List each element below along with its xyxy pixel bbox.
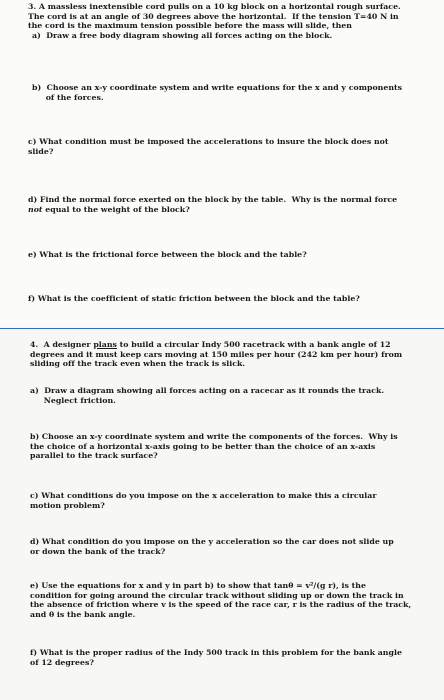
- problem-4-part-f: f) What is the proper radius of the Indy 500 track in this problem for the bank angle of 12 degrees?: [30, 648, 402, 667]
- section-divider: [0, 328, 444, 329]
- problem-4-intro: [30, 340, 402, 369]
- problem-3-part-f: f) What is the coefficient of static friction between the block and the table?: [28, 294, 360, 303]
- problem-3-part-d-emphasis: not: [28, 204, 43, 214]
- problem-4-intro-text-1: 4. A designer: [30, 340, 94, 349]
- problem-4-part-c: c) What conditions do you impose on the x acceleration to make this a circular motion problem?: [30, 491, 377, 510]
- problem-4-part-a: a) Draw a diagram showing all forces acting on a racecar as it rounds the track. Neglect friction.: [30, 386, 385, 405]
- problem-3-section: [0, 0, 444, 326]
- problem-3-part-d-text-1: d) Find the normal force exerted on the block by the table. Why is the normal force: [28, 195, 398, 204]
- problem-4-intro-underlined: plans: [93, 340, 117, 349]
- problem-3-part-e: e) What is the frictional force between the block and the table?: [28, 250, 307, 259]
- problem-4-part-d: d) What condition do you impose on the y acceleration so the car does not slide up or down the bank of the track?: [30, 537, 394, 556]
- problem-3-part-d: [28, 195, 397, 214]
- problem-4-section: [0, 330, 444, 700]
- problem-3-part-a: a) Draw a free body diagram showing all forces acting on the block.: [32, 31, 333, 40]
- problem-3-intro: 3. A massless inextensible cord pulls on a 10 kg block on a horizontal rough surface. The cord is at an angle of 30 degrees above the horizontal. If the tension T=40 N in the cord is the maximum tension possible before the mass will slide, then: [28, 2, 401, 31]
- problem-3-part-d-text-2: equal to the weight of the block?: [42, 204, 190, 214]
- problem-3-part-b: b) Choose an x-y coordinate system and write equations for the x and y components of the forces.: [32, 83, 403, 102]
- problem-4-part-b: b) Choose an x-y coordinate system and write the components of the forces. Why is the choice of a horizontal x-axis going to be better than the choice of an x-axis parallel to the track surface?: [30, 432, 398, 461]
- problem-4-part-e: e) Use the equations for x and y in part b) to show that tanθ = v²/(g r), is the condition for going around the circular track without sliding up or down the track in the absence of friction where v is the speed of the race car, r is the radius of the track, and θ is the bank angle.: [30, 581, 412, 619]
- problem-3-part-c: c) What condition must be imposed the accelerations to insure the block does not slide?: [28, 137, 389, 156]
- problem-4-intro-text-2: to build a circular Indy 500 racetrack with a bank angle of 12 degrees and it must keep cars moving at 150 miles per hour (242 km per hour) from sliding off the track even when the track is slick.: [30, 340, 403, 369]
